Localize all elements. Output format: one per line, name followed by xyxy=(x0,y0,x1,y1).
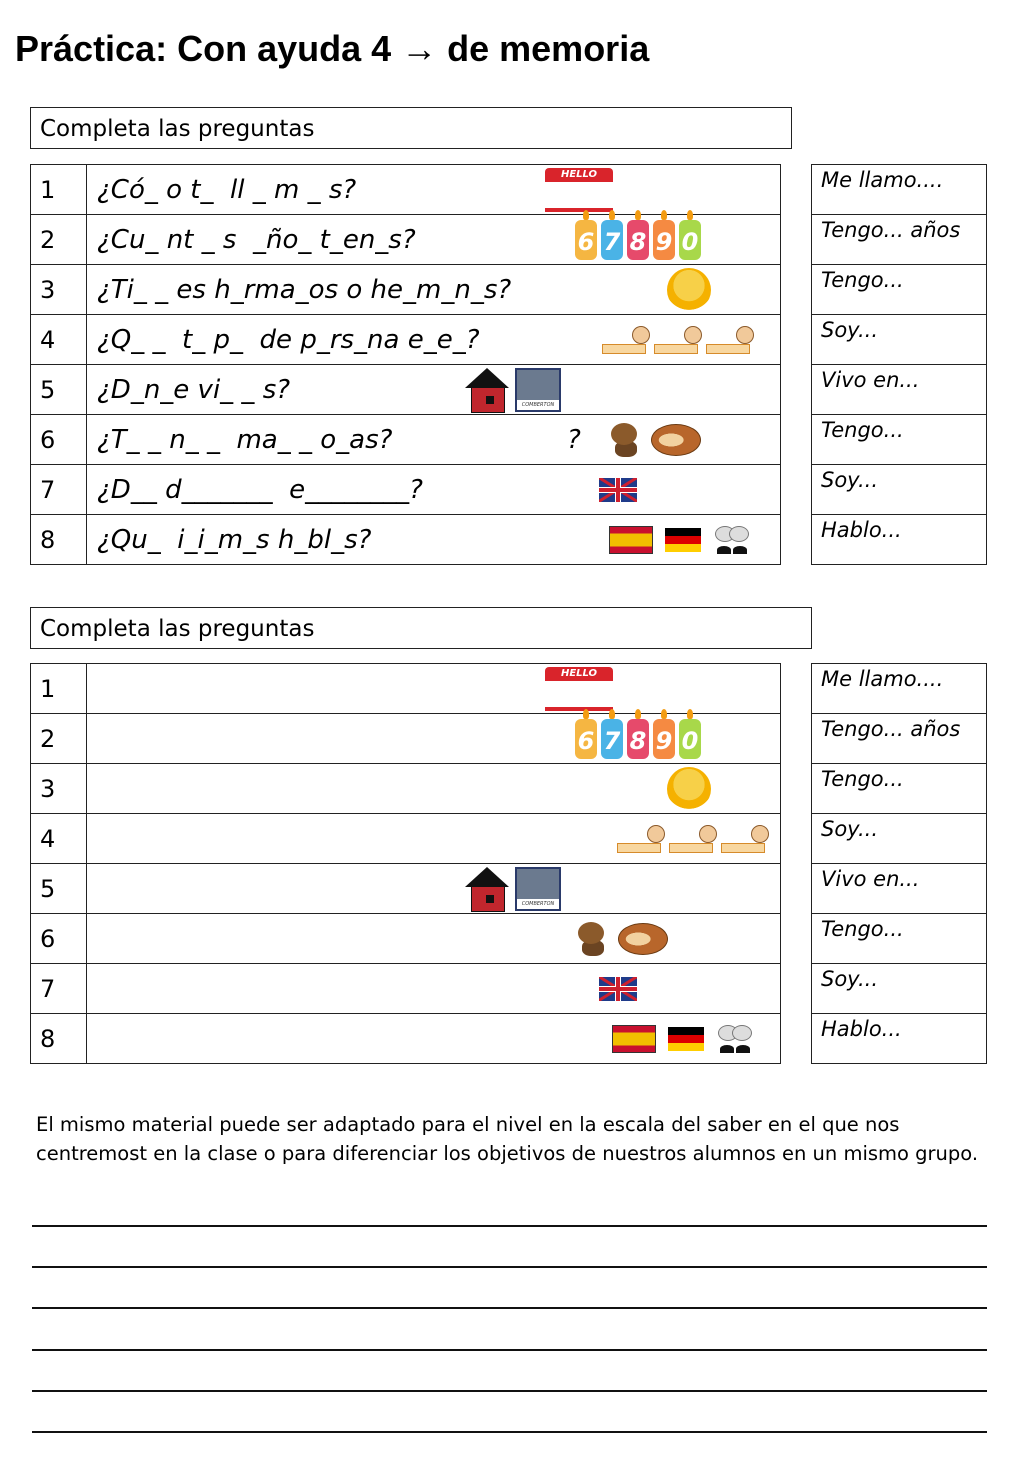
candle-icon: 0 xyxy=(679,220,701,260)
question-row xyxy=(31,664,781,714)
answer-row xyxy=(812,964,987,1014)
row-number: 2 xyxy=(31,215,87,265)
question-text: ¿Ti_ _ es h_rma_os o he_m_n_s? xyxy=(97,274,512,305)
answer-starter: Tengo... xyxy=(812,415,987,465)
question-row xyxy=(31,215,781,265)
answers-table-2 xyxy=(811,663,987,1064)
birthday-candles-icon xyxy=(575,220,701,260)
question-cell xyxy=(87,515,781,565)
question-cell xyxy=(87,165,781,215)
question-cell xyxy=(87,914,781,964)
answer-starter: Tengo... años xyxy=(812,714,987,764)
section-1-header: Completa las preguntas xyxy=(30,107,792,149)
question-row xyxy=(31,465,781,515)
spain-flag-icon xyxy=(612,1025,656,1053)
answer-starter: Tengo... xyxy=(812,914,987,964)
row-number: 8 xyxy=(31,1014,87,1064)
question-cell xyxy=(87,465,781,515)
answer-row xyxy=(812,515,987,565)
siblings-icon xyxy=(667,268,711,312)
answer-row xyxy=(812,365,987,415)
answer-row xyxy=(812,764,987,814)
personality-people-icon xyxy=(602,326,754,354)
question-row xyxy=(31,714,781,764)
person-icon xyxy=(617,825,665,853)
question-cell xyxy=(87,1014,781,1064)
person-icon xyxy=(654,326,702,354)
answer-starter: Soy... xyxy=(812,465,987,515)
answer-row xyxy=(812,1014,987,1064)
writing-line xyxy=(32,1431,987,1433)
school-building-icon: COMBERTON xyxy=(515,867,561,911)
question-cell xyxy=(87,415,781,465)
question-cell xyxy=(87,215,781,265)
answer-row xyxy=(812,165,987,215)
question-row xyxy=(31,964,781,1014)
answer-starter: Soy... xyxy=(812,315,987,365)
birthday-candles-icon xyxy=(575,719,701,759)
answer-row xyxy=(812,465,987,515)
answer-starter: Hablo... xyxy=(812,1014,987,1064)
page-title: Práctica: Con ayuda 4 → de memoria xyxy=(15,28,650,69)
germany-flag-icon xyxy=(665,528,701,552)
dog-icon xyxy=(572,920,612,958)
question-cell xyxy=(87,714,781,764)
answer-starter: Vivo en... xyxy=(812,365,987,415)
question-row xyxy=(31,315,781,365)
row-number: 6 xyxy=(31,914,87,964)
answer-row xyxy=(812,215,987,265)
person-icon xyxy=(602,326,650,354)
row-number: 1 xyxy=(31,664,87,714)
question-row xyxy=(31,515,781,565)
answer-starter: Tengo... años xyxy=(812,215,987,265)
answer-starter: Me llamo.... xyxy=(812,664,987,714)
speech-bubbles-icon xyxy=(716,1025,754,1053)
questions-table-1 xyxy=(30,164,781,565)
question-cell xyxy=(87,315,781,365)
hello-name-tag-icon: HELLO xyxy=(545,667,613,711)
question-row xyxy=(31,165,781,215)
siblings-icon xyxy=(667,767,711,811)
candle-icon: 6 xyxy=(575,719,597,759)
answer-starter: Vivo en... xyxy=(812,864,987,914)
row-number: 7 xyxy=(31,964,87,1014)
candle-icon: 9 xyxy=(653,719,675,759)
candle-icon: 7 xyxy=(601,719,623,759)
question-row xyxy=(31,764,781,814)
candle-icon: 9 xyxy=(653,220,675,260)
question-cell xyxy=(87,814,781,864)
questions-table-2 xyxy=(30,663,781,1064)
answer-row xyxy=(812,914,987,964)
house-icon xyxy=(465,368,509,412)
answer-row xyxy=(812,714,987,764)
question-row xyxy=(31,864,781,914)
person-icon xyxy=(721,825,769,853)
section-2-header: Completa las preguntas xyxy=(30,607,812,649)
row-number: 2 xyxy=(31,714,87,764)
row-number: 1 xyxy=(31,165,87,215)
row-number: 3 xyxy=(31,265,87,315)
house-icon xyxy=(465,867,509,911)
question-cell xyxy=(87,664,781,714)
answer-starter: Me llamo.... xyxy=(812,165,987,215)
candle-icon: 7 xyxy=(601,220,623,260)
row-number: 5 xyxy=(31,365,87,415)
answer-row xyxy=(812,814,987,864)
dog-icon xyxy=(605,421,645,459)
question-text: ¿D__ d_______ e________? xyxy=(97,474,423,505)
candle-icon: 0 xyxy=(679,719,701,759)
question-cell xyxy=(87,365,781,415)
question-row xyxy=(31,814,781,864)
candle-icon: 8 xyxy=(627,220,649,260)
answer-starter: Hablo... xyxy=(812,515,987,565)
question-cell xyxy=(87,964,781,1014)
candle-icon: 6 xyxy=(575,220,597,260)
row-number: 5 xyxy=(31,864,87,914)
row-number: 3 xyxy=(31,764,87,814)
personality-people-icon xyxy=(617,825,769,853)
speech-bubbles-icon xyxy=(713,526,751,554)
question-cell xyxy=(87,764,781,814)
guinea-pig-icon xyxy=(651,424,701,456)
answer-row xyxy=(812,265,987,315)
explanatory-note: El mismo material puede ser adaptado para el nivel en la escala del saber en el que nos centremost en la clase o para diferenciar los objetivos de nuestros alumnos en un mismo grupo. xyxy=(36,1113,979,1165)
answer-starter: Tengo... xyxy=(812,265,987,315)
school-building-icon: COMBERTON xyxy=(515,368,561,412)
uk-flag-icon xyxy=(599,977,637,1001)
person-icon xyxy=(706,326,754,354)
answers-table-1 xyxy=(811,164,987,565)
question-cell xyxy=(87,265,781,315)
row-number: 4 xyxy=(31,315,87,365)
question-text: ¿D_n_e vi_ _ s? xyxy=(97,374,291,405)
question-row xyxy=(31,365,781,415)
question-mark: ? xyxy=(567,424,581,455)
germany-flag-icon xyxy=(668,1027,704,1051)
question-text: ¿Q_ _ t_ p_ de p_rs_na e_e_? xyxy=(97,324,480,355)
question-cell xyxy=(87,864,781,914)
guinea-pig-icon xyxy=(618,923,668,955)
answer-row xyxy=(812,315,987,365)
question-text: ¿T_ _ n_ _ ma_ _ o_as? xyxy=(97,424,393,455)
answer-row xyxy=(812,664,987,714)
question-row xyxy=(31,1014,781,1064)
person-icon xyxy=(669,825,717,853)
question-text: ¿Qu_ i_i_m_s h_bl_s? xyxy=(97,524,372,555)
hello-name-tag-icon: HELLO xyxy=(545,168,613,212)
writing-line xyxy=(32,1390,987,1392)
writing-line xyxy=(32,1266,987,1268)
question-text: ¿Cu_ nt _ s _ño_ t_en_s? xyxy=(97,224,416,255)
answer-row xyxy=(812,864,987,914)
row-number: 7 xyxy=(31,465,87,515)
question-row xyxy=(31,415,781,465)
question-text: ¿Có_ o t_ ll _ m _ s? xyxy=(97,174,357,205)
spain-flag-icon xyxy=(609,526,653,554)
row-number: 8 xyxy=(31,515,87,565)
answer-starter: Soy... xyxy=(812,814,987,864)
writing-line xyxy=(32,1349,987,1351)
writing-line xyxy=(32,1307,987,1309)
answer-row xyxy=(812,415,987,465)
question-row xyxy=(31,265,781,315)
candle-icon: 8 xyxy=(627,719,649,759)
question-row xyxy=(31,914,781,964)
answer-starter: Soy... xyxy=(812,964,987,1014)
uk-flag-icon xyxy=(599,478,637,502)
answer-starter: Tengo... xyxy=(812,764,987,814)
writing-line xyxy=(32,1225,987,1227)
row-number: 6 xyxy=(31,415,87,465)
row-number: 4 xyxy=(31,814,87,864)
